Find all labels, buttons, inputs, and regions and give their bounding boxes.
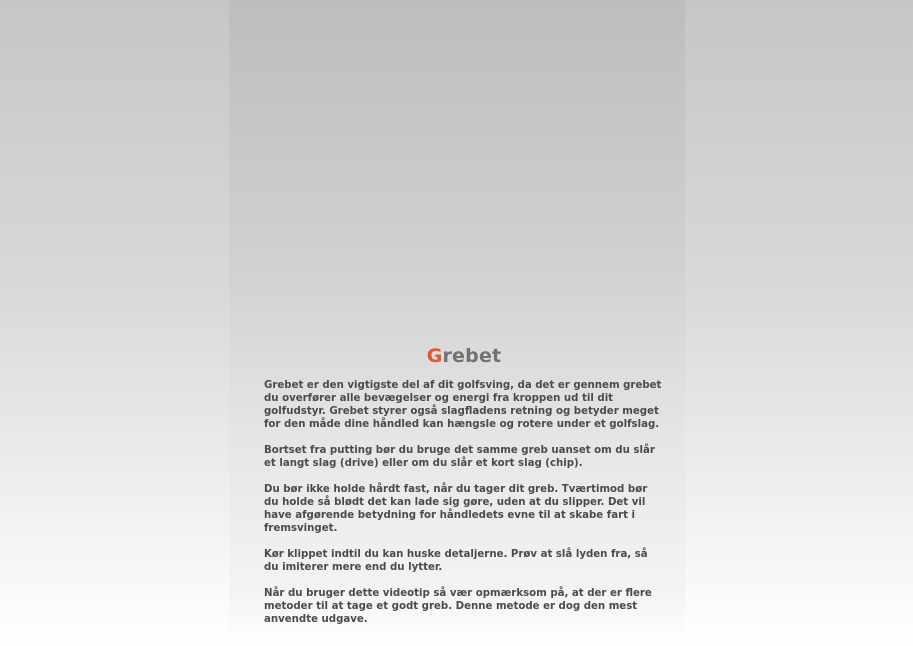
paragraph-putting: Bortset fra putting bør du bruge det samme greb uanset om du slår et langt slag (drive) eller om du slår et kort slag (chip).	[264, 445, 655, 469]
paragraph-methods-note: Når du bruger dette videotip så vær opmærksom på, at der er flere metoder til at tage et godt greb. Denne metode er dog den mest anvendte udgave.	[264, 588, 652, 625]
content-panel	[229, 0, 685, 646]
paragraph-video-instructions: Kør klippet indtil du kan huske detaljerne. Prøv at slå lyden fra, så du imiterer mere end du lytter.	[264, 549, 648, 573]
paragraph-grip-pressure: Du bør ikke holde hårdt fast, når du tager dit greb. Tværtimod bør du holde så blødt det kan lade sig gøre, uden at du slipper. Det vil have afgørende betydning for håndledets evne til at skabe fart i fremsvinget.	[264, 484, 648, 534]
title-rest: rebet	[442, 345, 502, 367]
paragraph-intro: Grebet er den vigtigste del af dit golfsving, da det er gennem grebet du overfører alle bevægelser og energi fra kroppen ud til dit golfudstyr. Grebet styrer også slagfladens retning og betyder meget for den måde dine håndled kan hængsle og rotere under et golfslag.	[264, 380, 662, 430]
title-accent-letter: G	[426, 345, 443, 367]
page-title	[264, 344, 664, 368]
article	[264, 344, 664, 639]
